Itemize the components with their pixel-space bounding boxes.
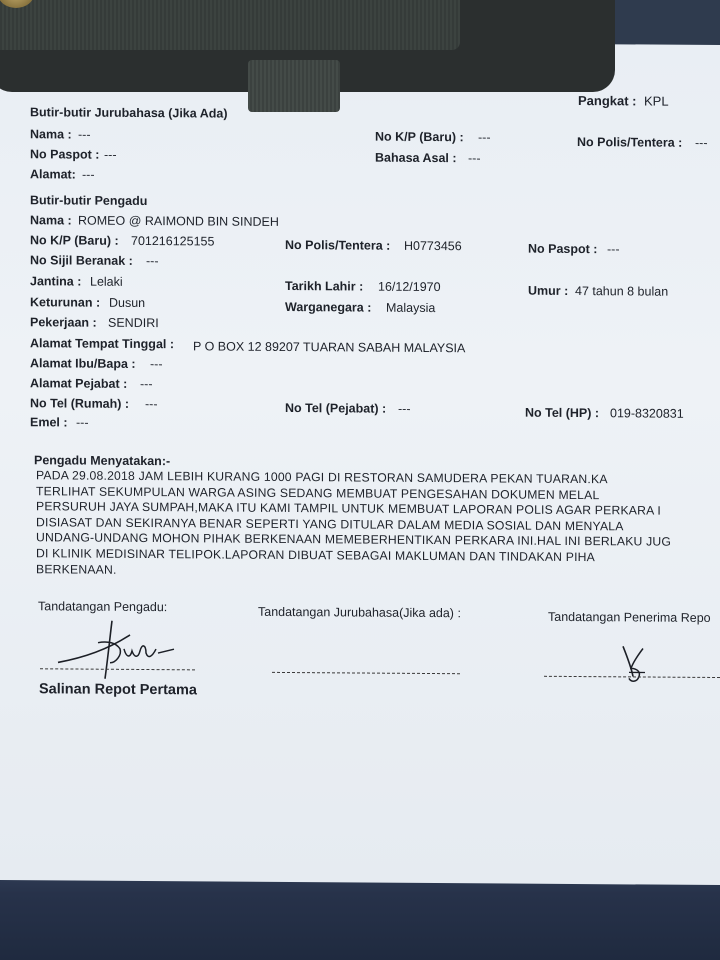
interpreter-paspot-value: --- bbox=[104, 147, 117, 162]
statement-line: TERLIHAT SEKUMPULAN WARGA ASING SEDANG MEMBUAT PENGESAHAN DOKUMEN MELAL bbox=[36, 483, 600, 502]
statement-line: DISIASAT DAN SEKIRANYA BENAR SEPERTI YANG DITULAR DALAM MEDIA SOSIAL DAN MENYALA bbox=[36, 515, 624, 534]
interpreter-nokp-value: --- bbox=[478, 130, 491, 145]
complainant-lahir-value: 16/12/1970 bbox=[378, 279, 441, 295]
complainant-jantina-value: Lelaki bbox=[90, 274, 123, 289]
complainant-pekerjaan-label: Pekerjaan : bbox=[30, 315, 97, 330]
statement-line: PADA 29.08.2018 JAM LEBIH KURANG 1000 PAGI DI RESTORAN SAMUDERA PEKAN TUARAN.KA bbox=[36, 468, 608, 487]
complainant-tinggal-value: P O BOX 12 89207 TUARAN SABAH MALAYSIA bbox=[193, 339, 466, 356]
interpreter-paspot-label: No Paspot : bbox=[30, 147, 100, 162]
complainant-telrumah-value: --- bbox=[145, 397, 158, 412]
complainant-sijil-value: --- bbox=[146, 254, 159, 269]
complainant-warga-label: Warganegara : bbox=[285, 299, 372, 315]
complainant-paspot-label: No Paspot : bbox=[528, 241, 598, 257]
interpreter-nokp-label: No K/P (Baru) : bbox=[375, 129, 464, 145]
statement-line: UNDANG-UNDANG MOHON PIHAK BERKENAAN MEMEBERHENTIKAN PERKARA INI.HAL INI BERLAKU JUG bbox=[36, 530, 672, 550]
phone-case-strap bbox=[248, 60, 340, 112]
pangkat-value: KPL bbox=[644, 93, 669, 109]
interpreter-nama-label: Nama : bbox=[30, 127, 72, 142]
complainant-pekerjaan-value: SENDIRI bbox=[108, 315, 159, 331]
statement-line: PERSURUH JAYA SUMPAH,MAKA ITU KAMI TAMPIL UNTUK MEMBUAT LAPORAN POLIS AGAR PERKARA I bbox=[36, 499, 661, 518]
phone-case-cover bbox=[0, 0, 460, 50]
interpreter-alamat-value: --- bbox=[82, 167, 95, 182]
complainant-lahir-label: Tarikh Lahir : bbox=[285, 278, 364, 294]
complainant-telhp-label: No Tel (HP) : bbox=[525, 405, 600, 421]
complainant-warga-value: Malaysia bbox=[386, 300, 436, 316]
complainant-tinggal-label: Alamat Tempat Tinggal : bbox=[30, 336, 175, 352]
interpreter-alamat-label: Alamat: bbox=[30, 167, 76, 182]
complainant-nama-label: Nama : bbox=[30, 213, 72, 228]
complainant-telpejabat-value: --- bbox=[398, 401, 411, 416]
complainant-section-title: Butir-butir Pengadu bbox=[30, 193, 148, 209]
interpreter-section-title: Butir-butir Jurubahasa (Jika Ada) bbox=[30, 105, 228, 121]
complainant-pejabat-value: --- bbox=[140, 376, 153, 392]
complainant-umur-value: 47 tahun 8 bulan bbox=[575, 284, 669, 299]
statement-line: DI KLINIK MEDISINAR TELIPOK.LAPORAN DIBUAT SEBAGAI MAKLUMAN DAN TINDAKAN PIHA bbox=[36, 546, 596, 565]
statement-body bbox=[36, 468, 720, 582]
complainant-telpejabat-label: No Tel (Pejabat) : bbox=[285, 400, 387, 416]
complainant-polis-label: No Polis/Tentera : bbox=[285, 237, 391, 253]
signature-jurubahasa-label: Tandatangan Jurubahasa(Jika ada) : bbox=[258, 604, 461, 621]
complainant-telhp-value: 019-8320831 bbox=[610, 406, 684, 421]
complainant-umur-label: Umur : bbox=[528, 283, 569, 298]
receiver-signature-image bbox=[615, 642, 655, 688]
complainant-nama-value: ROMEO @ RAIMOND BIN SINDEH bbox=[78, 213, 279, 229]
complainant-signature-image bbox=[50, 612, 190, 685]
signature-line-jurubahasa bbox=[272, 672, 460, 674]
pangkat-label: Pangkat : bbox=[578, 93, 637, 109]
signature-penerima-label: Tandatangan Penerima Repo bbox=[548, 609, 711, 625]
signature-pengadu-label: Tandatangan Pengadu: bbox=[38, 599, 168, 615]
complainant-telrumah-label: No Tel (Rumah) : bbox=[30, 396, 130, 411]
complainant-emel-label: Emel : bbox=[30, 415, 68, 430]
complainant-sijil-label: No Sijil Beranak : bbox=[30, 253, 133, 268]
statement-line: BERKENAAN. bbox=[36, 561, 117, 577]
interpreter-nama-value: --- bbox=[78, 127, 91, 142]
complainant-polis-value: H0773456 bbox=[404, 238, 462, 254]
interpreter-bahasa-value: --- bbox=[468, 151, 481, 166]
police-report-document bbox=[0, 40, 720, 885]
complainant-nokp-label: No K/P (Baru) : bbox=[30, 233, 119, 248]
complainant-paspot-value: --- bbox=[607, 242, 620, 257]
complainant-ibubapa-value: --- bbox=[150, 357, 163, 372]
complainant-ibubapa-label: Alamat Ibu/Bapa : bbox=[30, 356, 136, 371]
complainant-keturunan-value: Dusun bbox=[109, 295, 146, 311]
interpreter-polis-label: No Polis/Tentera : bbox=[577, 135, 683, 150]
complainant-keturunan-label: Keturunan : bbox=[30, 295, 101, 310]
interpreter-bahasa-label: Bahasa Asal : bbox=[375, 150, 457, 166]
complainant-jantina-label: Jantina : bbox=[30, 274, 82, 289]
interpreter-polis-value: --- bbox=[695, 135, 708, 150]
complainant-emel-value: --- bbox=[76, 415, 89, 430]
complainant-pejabat-label: Alamat Pejabat : bbox=[30, 376, 128, 391]
statement-title: Pengadu Menyatakan:- bbox=[34, 453, 171, 469]
salinan-repot-pertama: Salinan Repot Pertama bbox=[39, 681, 197, 699]
complainant-nokp-value: 701216125155 bbox=[131, 233, 215, 249]
